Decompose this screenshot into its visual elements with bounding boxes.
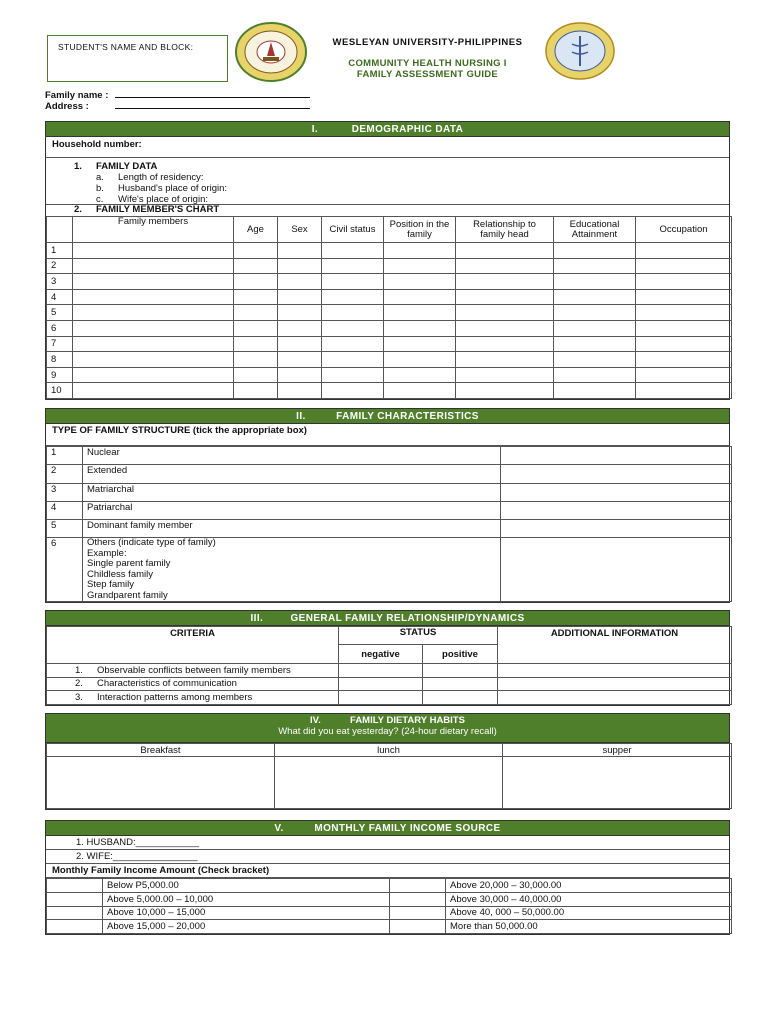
row-number: 1 bbox=[47, 243, 73, 259]
table-cell[interactable] bbox=[278, 258, 322, 274]
income-bracket-label: Monthly Family Income Amount (Check bracket) bbox=[46, 864, 729, 878]
column-header: Educational Attainment bbox=[554, 217, 636, 243]
table-cell[interactable] bbox=[339, 677, 423, 691]
table-cell[interactable] bbox=[73, 336, 234, 352]
table-cell[interactable] bbox=[234, 258, 278, 274]
meal-entry[interactable] bbox=[47, 757, 275, 809]
family-structure-title: TYPE OF FAMILY STRUCTURE (tick the appropriate box) bbox=[46, 424, 729, 446]
section-bar: III. GENERAL FAMILY RELATIONSHIP/DYNAMICS bbox=[46, 611, 729, 626]
section-income-source bbox=[45, 820, 730, 935]
list-item bbox=[47, 520, 732, 538]
table-cell[interactable] bbox=[73, 274, 234, 290]
table-row bbox=[47, 352, 732, 368]
item-label: Extended bbox=[83, 465, 501, 483]
tick-box[interactable] bbox=[501, 501, 732, 519]
dietary-subtitle: What did you eat yesterday? (24-hour dietary recall) bbox=[278, 726, 497, 737]
family-name-label: Family name : bbox=[45, 90, 109, 101]
table-cell[interactable] bbox=[636, 243, 732, 259]
table-cell[interactable] bbox=[322, 305, 384, 321]
table-cell[interactable] bbox=[456, 352, 554, 368]
tick-box[interactable] bbox=[501, 483, 732, 501]
check-box[interactable] bbox=[47, 920, 103, 934]
row-number: 4 bbox=[47, 289, 73, 305]
table-cell[interactable] bbox=[423, 677, 498, 691]
table-cell[interactable] bbox=[234, 383, 278, 399]
check-box[interactable] bbox=[390, 892, 446, 906]
table-cell[interactable] bbox=[636, 258, 732, 274]
income-bracket: Above 15,000 – 20,000 bbox=[103, 920, 390, 934]
table-cell[interactable] bbox=[456, 367, 554, 383]
table-cell[interactable] bbox=[554, 243, 636, 259]
table-cell[interactable] bbox=[554, 336, 636, 352]
table-cell[interactable] bbox=[322, 289, 384, 305]
table-cell[interactable] bbox=[384, 383, 456, 399]
row-number: 5 bbox=[47, 305, 73, 321]
table-cell[interactable] bbox=[234, 243, 278, 259]
section-bar: II. FAMILY CHARACTERISTICS bbox=[46, 409, 729, 424]
table-row bbox=[47, 664, 732, 678]
table-cell[interactable] bbox=[456, 274, 554, 290]
table-row bbox=[47, 243, 732, 259]
income-bracket: Above 40, 000 – 50,000.00 bbox=[446, 906, 732, 920]
table-cell[interactable] bbox=[322, 383, 384, 399]
section-demographic-data bbox=[45, 121, 730, 400]
item-number: 1 bbox=[47, 447, 83, 465]
table-cell[interactable] bbox=[554, 258, 636, 274]
meal-header: Breakfast bbox=[47, 744, 275, 757]
table-cell[interactable] bbox=[278, 336, 322, 352]
table-row bbox=[47, 383, 732, 399]
family-members-table bbox=[46, 216, 732, 399]
row-number: 7 bbox=[47, 336, 73, 352]
table-cell[interactable] bbox=[384, 352, 456, 368]
table-cell[interactable] bbox=[339, 664, 423, 678]
item-number: 2 bbox=[47, 465, 83, 483]
others-description: Others (indicate type of family) Example: Single parent family Childless family Step family Grandparent family bbox=[83, 538, 501, 602]
meal-header: lunch bbox=[275, 744, 503, 757]
meal-entry[interactable] bbox=[275, 757, 503, 809]
tick-box[interactable] bbox=[501, 465, 732, 483]
table-cell[interactable] bbox=[322, 243, 384, 259]
table-cell[interactable] bbox=[73, 320, 234, 336]
list-item bbox=[47, 465, 732, 483]
item-number: 4 bbox=[47, 501, 83, 519]
table-cell[interactable] bbox=[278, 320, 322, 336]
table-cell[interactable] bbox=[498, 664, 732, 678]
table-cell[interactable] bbox=[73, 305, 234, 321]
item-label: Matriarchal bbox=[83, 483, 501, 501]
item-number: 6 bbox=[47, 538, 83, 602]
row-number: 9 bbox=[47, 367, 73, 383]
section-bar: IV. FAMILY DIETARY HABITS What did you eat yesterday? (24-hour dietary recall) bbox=[46, 714, 729, 743]
table-cell[interactable] bbox=[322, 258, 384, 274]
family-structure-table bbox=[46, 446, 732, 602]
family-data-block: 1. FAMILY DATA a. Length of residency: b. Husband's place of origin: c. Wife's place of origin: bbox=[46, 158, 729, 205]
income-bracket: Above 20,000 – 30,000.00 bbox=[446, 879, 732, 893]
income-bracket-table bbox=[46, 878, 732, 934]
table-row bbox=[47, 258, 732, 274]
table-cell[interactable] bbox=[278, 352, 322, 368]
university-name: WESLEYAN UNIVERSITY-PHILIPPINES bbox=[332, 37, 523, 48]
criteria-item: 2. Characteristics of communication bbox=[47, 677, 339, 691]
section-bar: V. MONTHLY FAMILY INCOME SOURCE bbox=[46, 821, 729, 836]
item-number: 5 bbox=[47, 520, 83, 538]
table-cell[interactable] bbox=[636, 305, 732, 321]
table-cell[interactable] bbox=[636, 367, 732, 383]
table-cell[interactable] bbox=[384, 336, 456, 352]
column-header: Family members bbox=[73, 217, 234, 243]
table-cell[interactable] bbox=[636, 352, 732, 368]
course-title: COMMUNITY HEALTH NURSING I bbox=[348, 58, 507, 69]
table-cell[interactable] bbox=[498, 691, 732, 705]
table-cell[interactable] bbox=[278, 367, 322, 383]
table-cell[interactable] bbox=[636, 289, 732, 305]
criteria-item: 3. Interaction patterns among members bbox=[47, 691, 339, 705]
row-number: 8 bbox=[47, 352, 73, 368]
check-box[interactable] bbox=[47, 879, 103, 893]
column-header: Position in the family bbox=[384, 217, 456, 243]
row-number: 10 bbox=[47, 383, 73, 399]
table-row bbox=[47, 906, 732, 920]
table-cell[interactable] bbox=[456, 336, 554, 352]
section-relationship-dynamics bbox=[45, 610, 730, 706]
income-bracket: Above 30,000 – 40,000.00 bbox=[446, 892, 732, 906]
table-cell[interactable] bbox=[322, 320, 384, 336]
table-cell[interactable] bbox=[278, 305, 322, 321]
item-label: Nuclear bbox=[83, 447, 501, 465]
row-number: 2 bbox=[47, 258, 73, 274]
nursing-seal-icon bbox=[545, 22, 615, 80]
table-cell[interactable] bbox=[278, 274, 322, 290]
row-number: 3 bbox=[47, 274, 73, 290]
row-number-header bbox=[47, 217, 73, 243]
table-cell[interactable] bbox=[384, 289, 456, 305]
table-row bbox=[47, 274, 732, 290]
table-cell[interactable] bbox=[554, 383, 636, 399]
family-chart-title: 2. FAMILY MEMBER'S CHART bbox=[74, 204, 220, 215]
additional-info-header: ADDITIONAL INFORMATION bbox=[498, 627, 732, 664]
university-seal-icon bbox=[235, 22, 307, 82]
table-cell[interactable] bbox=[322, 352, 384, 368]
table-cell[interactable] bbox=[234, 305, 278, 321]
address-field[interactable] bbox=[45, 100, 310, 112]
table-cell[interactable] bbox=[384, 243, 456, 259]
table-cell[interactable] bbox=[554, 305, 636, 321]
table-row bbox=[47, 367, 732, 383]
table-row bbox=[47, 336, 732, 352]
status-header: STATUS bbox=[339, 627, 498, 645]
tick-box[interactable] bbox=[501, 520, 732, 538]
table-cell[interactable] bbox=[636, 320, 732, 336]
table-cell[interactable] bbox=[456, 243, 554, 259]
table-row bbox=[47, 289, 732, 305]
table-cell[interactable] bbox=[456, 258, 554, 274]
table-row bbox=[47, 305, 732, 321]
table-cell[interactable] bbox=[278, 243, 322, 259]
table-cell[interactable] bbox=[554, 352, 636, 368]
table-row bbox=[47, 879, 732, 893]
table-cell[interactable] bbox=[73, 243, 234, 259]
table-cell[interactable] bbox=[636, 383, 732, 399]
table-cell[interactable] bbox=[73, 367, 234, 383]
check-box[interactable] bbox=[390, 920, 446, 934]
income-bracket: Above 10,000 – 15,000 bbox=[103, 906, 390, 920]
check-box[interactable] bbox=[390, 906, 446, 920]
list-item bbox=[47, 483, 732, 501]
family-data-item[interactable]: a. Length of residency: bbox=[96, 172, 204, 183]
row-number: 6 bbox=[47, 320, 73, 336]
table-cell[interactable] bbox=[339, 691, 423, 705]
check-box[interactable] bbox=[47, 892, 103, 906]
check-box[interactable] bbox=[47, 906, 103, 920]
tick-box[interactable] bbox=[501, 447, 732, 465]
student-name-box[interactable] bbox=[47, 35, 228, 82]
criteria-header: CRITERIA bbox=[47, 627, 339, 664]
meal-header: supper bbox=[503, 744, 732, 757]
table-cell[interactable] bbox=[234, 336, 278, 352]
table-cell[interactable] bbox=[234, 289, 278, 305]
wife-field[interactable]: 2. WIFE:________________ bbox=[46, 850, 729, 864]
family-data-item[interactable]: c. Wife's place of origin: bbox=[96, 194, 208, 205]
income-bracket: Above 5,000.00 – 10,000 bbox=[103, 892, 390, 906]
item-label: Dominant family member bbox=[83, 520, 501, 538]
income-bracket: Below P5,000.00 bbox=[103, 879, 390, 893]
address-label: Address : bbox=[45, 101, 89, 112]
table-cell[interactable] bbox=[456, 289, 554, 305]
table-cell[interactable] bbox=[234, 320, 278, 336]
table-cell[interactable] bbox=[384, 320, 456, 336]
table-cell[interactable] bbox=[456, 320, 554, 336]
table-cell[interactable] bbox=[73, 383, 234, 399]
table-cell[interactable] bbox=[384, 274, 456, 290]
section-family-characteristics bbox=[45, 408, 730, 603]
table-cell[interactable] bbox=[234, 367, 278, 383]
column-header: Sex bbox=[278, 217, 322, 243]
meal-entry[interactable] bbox=[503, 757, 732, 809]
table-row bbox=[47, 320, 732, 336]
table-cell[interactable] bbox=[456, 305, 554, 321]
table-row bbox=[47, 691, 732, 705]
section-dietary-habits bbox=[45, 713, 730, 810]
table-cell[interactable] bbox=[234, 352, 278, 368]
column-header: Occupation bbox=[636, 217, 732, 243]
column-header: Age bbox=[234, 217, 278, 243]
table-cell[interactable] bbox=[554, 289, 636, 305]
table-cell[interactable] bbox=[636, 336, 732, 352]
positive-header: positive bbox=[423, 645, 498, 664]
negative-header: negative bbox=[339, 645, 423, 664]
relationship-table bbox=[46, 626, 732, 705]
table-cell[interactable] bbox=[384, 305, 456, 321]
family-data-item[interactable]: b. Husband's place of origin: bbox=[96, 183, 228, 194]
section-bar: I. DEMOGRAPHIC DATA bbox=[46, 122, 729, 137]
table-cell[interactable] bbox=[554, 367, 636, 383]
table-cell[interactable] bbox=[73, 352, 234, 368]
table-cell[interactable] bbox=[322, 367, 384, 383]
husband-field[interactable]: 1. HUSBAND:____________ bbox=[46, 836, 729, 850]
list-item bbox=[47, 501, 732, 519]
table-cell[interactable] bbox=[423, 691, 498, 705]
check-box[interactable] bbox=[390, 879, 446, 893]
table-cell[interactable] bbox=[384, 258, 456, 274]
household-number-field[interactable]: Household number: bbox=[46, 137, 729, 158]
table-cell[interactable] bbox=[554, 274, 636, 290]
table-cell[interactable] bbox=[322, 274, 384, 290]
table-row bbox=[47, 920, 732, 934]
table-cell[interactable] bbox=[73, 289, 234, 305]
criteria-item: 1. Observable conflicts between family members bbox=[47, 664, 339, 678]
income-bracket: More than 50,000.00 bbox=[446, 920, 732, 934]
table-cell[interactable] bbox=[456, 383, 554, 399]
tick-box[interactable] bbox=[501, 538, 732, 602]
table-cell[interactable] bbox=[322, 336, 384, 352]
column-header: Relationship to family head bbox=[456, 217, 554, 243]
dietary-table bbox=[46, 743, 732, 809]
item-label: Patriarchal bbox=[83, 501, 501, 519]
student-name-label: STUDENT'S NAME AND BLOCK: bbox=[58, 42, 194, 52]
list-item bbox=[47, 538, 732, 602]
table-row bbox=[47, 892, 732, 906]
column-header: Civil status bbox=[322, 217, 384, 243]
table-cell[interactable] bbox=[636, 274, 732, 290]
table-cell[interactable] bbox=[384, 367, 456, 383]
item-number: 3 bbox=[47, 483, 83, 501]
table-cell[interactable] bbox=[423, 664, 498, 678]
table-cell[interactable] bbox=[554, 320, 636, 336]
list-item bbox=[47, 447, 732, 465]
table-row bbox=[47, 677, 732, 691]
table-cell[interactable] bbox=[278, 383, 322, 399]
table-cell[interactable] bbox=[73, 258, 234, 274]
table-cell[interactable] bbox=[498, 677, 732, 691]
table-cell[interactable] bbox=[234, 274, 278, 290]
guide-title: FAMILY ASSESSMENT GUIDE bbox=[356, 69, 499, 80]
table-cell[interactable] bbox=[278, 289, 322, 305]
